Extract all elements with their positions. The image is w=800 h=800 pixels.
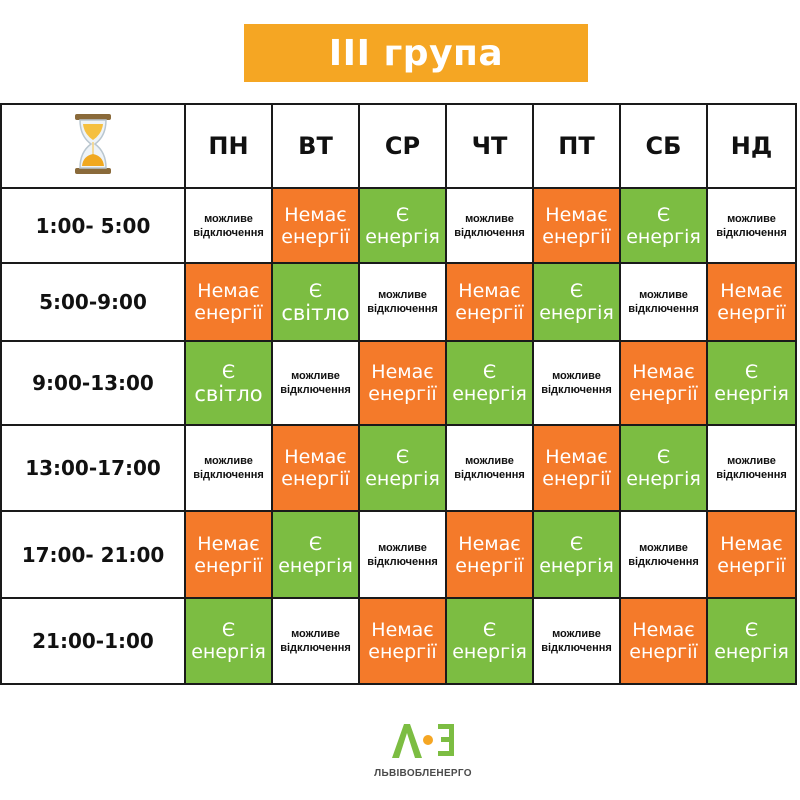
cell-line: відключення bbox=[367, 303, 438, 315]
cell-text bbox=[367, 288, 438, 316]
cell-line: енергії bbox=[542, 468, 611, 490]
cell-line: Є bbox=[395, 203, 410, 226]
schedule-row bbox=[1, 511, 796, 598]
cell-text bbox=[194, 533, 262, 577]
cell-line: Немає bbox=[632, 619, 695, 641]
possible-outage-cell bbox=[272, 341, 359, 425]
power-on-cell bbox=[272, 263, 359, 341]
day-header: ВТ bbox=[272, 104, 359, 188]
cell-text bbox=[539, 533, 614, 577]
cell-line: Є bbox=[308, 279, 323, 302]
time-slot-label: 13:00-17:00 bbox=[1, 425, 185, 511]
cell-text bbox=[280, 627, 351, 655]
cell-line: енергії bbox=[455, 554, 524, 577]
cell-line: можливе bbox=[727, 212, 776, 225]
cell-line: можливе bbox=[204, 455, 253, 467]
cell-text bbox=[455, 533, 523, 577]
schedule-row bbox=[1, 598, 796, 684]
day-header: СБ bbox=[620, 104, 707, 188]
cell-line: світло bbox=[194, 381, 263, 406]
cell-text bbox=[191, 619, 266, 663]
cell-line: енергія bbox=[539, 302, 614, 324]
cell-text bbox=[714, 619, 789, 663]
outage-schedule-table bbox=[0, 103, 797, 685]
power-on-cell bbox=[707, 341, 796, 425]
possible-outage-cell bbox=[359, 511, 446, 598]
loe-logo-icon bbox=[388, 718, 458, 762]
cell-text bbox=[194, 280, 262, 324]
day-header: ПТ bbox=[533, 104, 620, 188]
cell-line: Немає bbox=[545, 203, 608, 226]
cell-text bbox=[542, 446, 610, 490]
no-power-cell bbox=[620, 341, 707, 425]
power-on-cell bbox=[185, 598, 272, 684]
cell-text bbox=[542, 204, 610, 248]
title-banner bbox=[244, 24, 588, 82]
no-power-cell bbox=[185, 511, 272, 598]
cell-text bbox=[539, 280, 614, 324]
hourglass-icon bbox=[71, 112, 115, 176]
cell-line: можливе bbox=[727, 455, 776, 467]
cell-text bbox=[454, 454, 525, 482]
possible-outage-cell bbox=[446, 425, 533, 511]
no-power-cell bbox=[359, 598, 446, 684]
cell-text bbox=[367, 541, 438, 569]
cell-text bbox=[714, 361, 789, 405]
time-slot-label: 17:00- 21:00 bbox=[1, 511, 185, 598]
power-on-cell bbox=[446, 341, 533, 425]
cell-line: Немає bbox=[284, 203, 347, 226]
cell-line: енергії bbox=[281, 468, 350, 490]
possible-outage-cell bbox=[620, 511, 707, 598]
cell-line: Є bbox=[569, 280, 584, 302]
cell-line: енергія bbox=[278, 554, 353, 577]
cell-line: відключення bbox=[193, 226, 264, 239]
header-row bbox=[1, 104, 796, 188]
power-on-cell bbox=[707, 598, 796, 684]
cell-line: Є bbox=[569, 532, 584, 555]
no-power-cell bbox=[446, 263, 533, 341]
cell-text bbox=[717, 280, 785, 324]
cell-line: відключення bbox=[454, 226, 525, 239]
cell-line: енергія bbox=[714, 641, 789, 663]
cell-line: Немає bbox=[720, 280, 783, 302]
cell-line: Немає bbox=[371, 361, 434, 383]
cell-line: енергії bbox=[455, 302, 524, 324]
cell-text bbox=[368, 619, 436, 663]
cell-line: Немає bbox=[284, 446, 347, 468]
possible-outage-cell bbox=[707, 188, 796, 263]
cell-line: Є bbox=[308, 532, 323, 555]
cell-text bbox=[455, 280, 523, 324]
cell-line: можливе bbox=[291, 628, 340, 640]
page-title: III група bbox=[328, 32, 504, 74]
cell-text bbox=[626, 204, 701, 248]
cell-text bbox=[629, 361, 697, 405]
time-slot-label: 5:00-9:00 bbox=[1, 263, 185, 341]
cell-line: світло bbox=[281, 300, 350, 325]
no-power-cell bbox=[359, 341, 446, 425]
cell-line: енергії bbox=[542, 225, 611, 248]
possible-outage-cell bbox=[707, 425, 796, 511]
power-on-cell bbox=[446, 598, 533, 684]
no-power-cell bbox=[185, 263, 272, 341]
cell-line: енергія bbox=[626, 468, 701, 490]
cell-line: можливе bbox=[639, 541, 688, 554]
cell-text bbox=[629, 619, 697, 663]
time-slot-label: 1:00- 5:00 bbox=[1, 188, 185, 263]
power-on-cell bbox=[272, 511, 359, 598]
possible-outage-cell bbox=[272, 598, 359, 684]
cell-line: енергія bbox=[452, 641, 527, 663]
cell-line: відключення bbox=[280, 642, 351, 654]
cell-line: Немає bbox=[458, 280, 521, 302]
cell-line: енергія bbox=[365, 468, 440, 490]
cell-text bbox=[541, 627, 612, 655]
cell-text bbox=[281, 446, 349, 490]
cell-text bbox=[628, 541, 699, 569]
possible-outage-cell bbox=[185, 425, 272, 511]
power-on-cell bbox=[185, 341, 272, 425]
cell-text bbox=[281, 280, 349, 324]
cell-line: можливе bbox=[639, 289, 688, 301]
cell-text bbox=[626, 446, 701, 490]
cell-line: енергії bbox=[368, 383, 437, 405]
cell-text bbox=[368, 361, 436, 405]
cell-line: відключення bbox=[716, 469, 787, 481]
cell-line: відключення bbox=[628, 303, 699, 315]
time-slot-label: 21:00-1:00 bbox=[1, 598, 185, 684]
time-slot-label: 9:00-13:00 bbox=[1, 341, 185, 425]
cell-line: енергії bbox=[717, 554, 786, 577]
cell-text bbox=[193, 454, 264, 482]
cell-line: енергії bbox=[629, 641, 698, 663]
cell-line: відключення bbox=[367, 555, 438, 568]
cell-line: Є bbox=[482, 361, 497, 383]
cell-line: можливе bbox=[204, 212, 253, 225]
possible-outage-cell bbox=[359, 263, 446, 341]
no-power-cell bbox=[533, 425, 620, 511]
day-header: НД bbox=[707, 104, 796, 188]
no-power-cell bbox=[446, 511, 533, 598]
cell-line: Є bbox=[744, 619, 759, 641]
cell-text bbox=[716, 212, 787, 240]
cell-text bbox=[541, 369, 612, 397]
cell-line: Є bbox=[656, 203, 671, 226]
no-power-cell bbox=[272, 425, 359, 511]
possible-outage-cell bbox=[185, 188, 272, 263]
cell-line: відключення bbox=[628, 555, 699, 568]
power-on-cell bbox=[533, 511, 620, 598]
cell-text bbox=[452, 361, 527, 405]
cell-line: Є bbox=[221, 360, 236, 383]
schedule-row bbox=[1, 425, 796, 511]
no-power-cell bbox=[620, 598, 707, 684]
cell-line: відключення bbox=[541, 384, 612, 396]
cell-line: відключення bbox=[193, 469, 264, 481]
no-power-cell bbox=[707, 511, 796, 598]
corner-cell bbox=[1, 104, 185, 188]
cell-line: енергії bbox=[629, 383, 698, 405]
power-on-cell bbox=[359, 425, 446, 511]
cell-line: Немає bbox=[632, 361, 695, 383]
power-on-cell bbox=[533, 263, 620, 341]
possible-outage-cell bbox=[533, 598, 620, 684]
cell-text bbox=[716, 454, 787, 482]
cell-line: Є bbox=[482, 619, 497, 641]
cell-line: енергія bbox=[365, 225, 440, 248]
cell-line: енергії bbox=[194, 302, 263, 324]
possible-outage-cell bbox=[620, 263, 707, 341]
cell-text bbox=[281, 204, 349, 248]
cell-text bbox=[278, 533, 353, 577]
cell-line: можливе bbox=[465, 455, 514, 467]
day-header: ЧТ bbox=[446, 104, 533, 188]
cell-line: енергії bbox=[368, 641, 437, 663]
cell-text bbox=[193, 212, 264, 240]
cell-line: енергії bbox=[717, 302, 786, 324]
schedule-row bbox=[1, 188, 796, 263]
cell-line: Є bbox=[395, 446, 410, 468]
cell-text bbox=[454, 212, 525, 240]
cell-line: відключення bbox=[280, 384, 351, 396]
cell-line: можливе bbox=[552, 628, 601, 640]
cell-line: Немає bbox=[720, 532, 783, 555]
cell-line: Немає bbox=[545, 446, 608, 468]
cell-line: Є bbox=[221, 619, 236, 641]
cell-text bbox=[365, 204, 440, 248]
cell-line: Немає bbox=[458, 532, 521, 555]
cell-line: Є bbox=[744, 361, 759, 383]
day-header: СР bbox=[359, 104, 446, 188]
no-power-cell bbox=[533, 188, 620, 263]
cell-line: Є bbox=[656, 446, 671, 468]
cell-text bbox=[194, 361, 262, 405]
day-header: ПН bbox=[185, 104, 272, 188]
cell-line: енергія bbox=[539, 554, 614, 577]
possible-outage-cell bbox=[533, 341, 620, 425]
power-on-cell bbox=[620, 425, 707, 511]
cell-line: енергії bbox=[281, 225, 350, 248]
cell-line: енергія bbox=[191, 641, 266, 663]
cell-line: можливе bbox=[378, 541, 427, 554]
cell-text bbox=[717, 533, 785, 577]
schedule-row bbox=[1, 263, 796, 341]
cell-line: Немає bbox=[197, 280, 260, 302]
cell-line: енергія bbox=[714, 383, 789, 405]
cell-text bbox=[452, 619, 527, 663]
cell-line: енергія bbox=[626, 225, 701, 248]
cell-line: відключення bbox=[716, 226, 787, 239]
cell-line: Немає bbox=[197, 532, 260, 555]
power-on-cell bbox=[620, 188, 707, 263]
lvivoblenergo-logo bbox=[368, 718, 478, 788]
cell-text bbox=[628, 288, 699, 316]
no-power-cell bbox=[272, 188, 359, 263]
cell-text bbox=[280, 369, 351, 397]
possible-outage-cell bbox=[446, 188, 533, 263]
power-on-cell bbox=[359, 188, 446, 263]
cell-line: можливе bbox=[291, 370, 340, 382]
cell-line: можливе bbox=[552, 370, 601, 382]
schedule-row bbox=[1, 341, 796, 425]
cell-line: енергія bbox=[452, 383, 527, 405]
company-name: ЛЬВІВОБЛЕНЕРГО bbox=[374, 768, 472, 779]
cell-line: можливе bbox=[465, 212, 514, 225]
cell-line: відключення bbox=[454, 469, 525, 481]
cell-line: можливе bbox=[378, 289, 427, 301]
cell-line: Немає bbox=[371, 619, 434, 641]
cell-line: відключення bbox=[541, 642, 612, 654]
cell-text bbox=[365, 446, 440, 490]
cell-line: енергії bbox=[194, 554, 263, 577]
no-power-cell bbox=[707, 263, 796, 341]
